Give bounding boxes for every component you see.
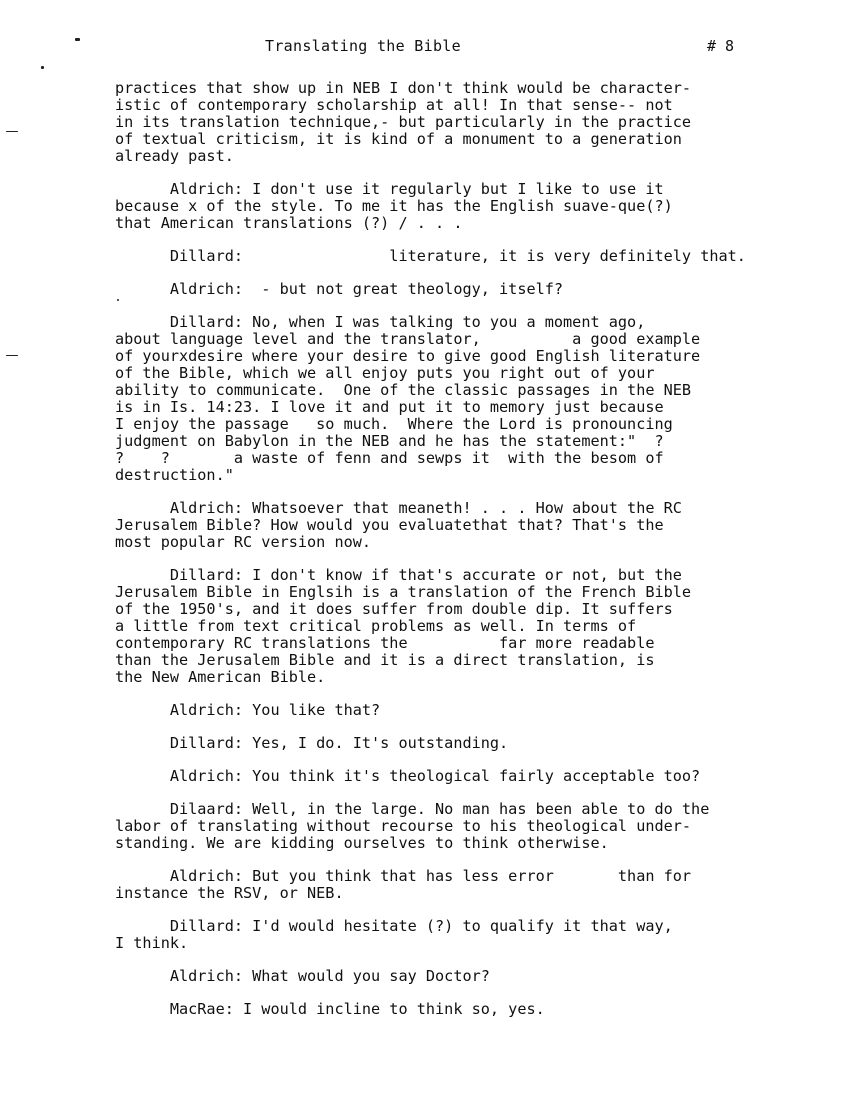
page-title: Translating the Bible <box>265 37 461 55</box>
paragraph: Dillard: I don't know if that's accurate or not, but the Jerusalem Bible in Englsih is a translation of the French Bible of the 1950's, and it does suffer from double dip. It suffers a little from text critical problems as well. In terms of contemporary RC translations the far more readable than the Jerusalem Bible and it is a direct translation, is the New American Bible. <box>115 566 692 686</box>
scan-mark <box>6 355 18 356</box>
paragraph: Aldrich: - but not great theology, itself? <box>115 280 564 298</box>
paragraph: Aldrich: I don't use it regularly but I like to use it because x of the style. To me it has the English suave-que(?) that American translations (?) / . . . <box>115 180 673 232</box>
paragraph: Aldrich: But you think that has less error than for instance the RSV, or NEB. <box>115 867 692 902</box>
scan-mark <box>41 66 44 69</box>
paragraph: Dilaard: Well, in the large. No man has been able to do the labor of translating without recourse to his theological under- standing. We are kidding ourselves to think otherwise. <box>115 800 710 852</box>
page-number: # 8 <box>707 37 735 55</box>
paragraph: Dillard: literature, it is very definitely that. <box>115 247 746 265</box>
paragraph: Dillard: No, when I was talking to you a moment ago, about language level and the translator, a good example of yourxdesire where your desire to give good English literature of the Bible, which we all enjoy puts you right out of your ability to communicate. One of the classic passages in the NEB is in Is. 14:23. I love it and put it to memory just because I enjoy the passage so much. Where the Lord is pronouncing judgment on Babylon in the NEB and he has the statement:" ? ? ? a waste of fenn and sewps it with the besom of destruction." <box>115 313 701 484</box>
paragraph: Aldrich: You like that? <box>115 701 381 719</box>
paragraph: Aldrich: Whatsoever that meaneth! . . . How about the RC Jerusalem Bible? How would you evaluatethat that? That's the most popular RC version now. <box>115 499 682 551</box>
scan-mark <box>75 38 80 41</box>
paragraph: MacRae: I would incline to think so, yes. <box>115 1000 545 1018</box>
transcript-body <box>115 80 785 1034</box>
paragraph: Aldrich: What would you say Doctor? <box>115 967 490 985</box>
paragraph: practices that show up in NEB I don't think would be character- istic of contemporary scholarship at all! In that sense-- not in its translation technique,- but particularly in the practice of textual criticism, it is kind of a monument to a generation already past. <box>115 79 692 165</box>
paragraph: Aldrich: You think it's theological fairly acceptable too? <box>115 767 701 785</box>
paragraph: Dillard: Yes, I do. It's outstanding. <box>115 734 509 752</box>
scan-mark <box>6 131 18 132</box>
paragraph: Dillard: I'd would hesitate (?) to qualify it that way, I think. <box>115 917 673 952</box>
